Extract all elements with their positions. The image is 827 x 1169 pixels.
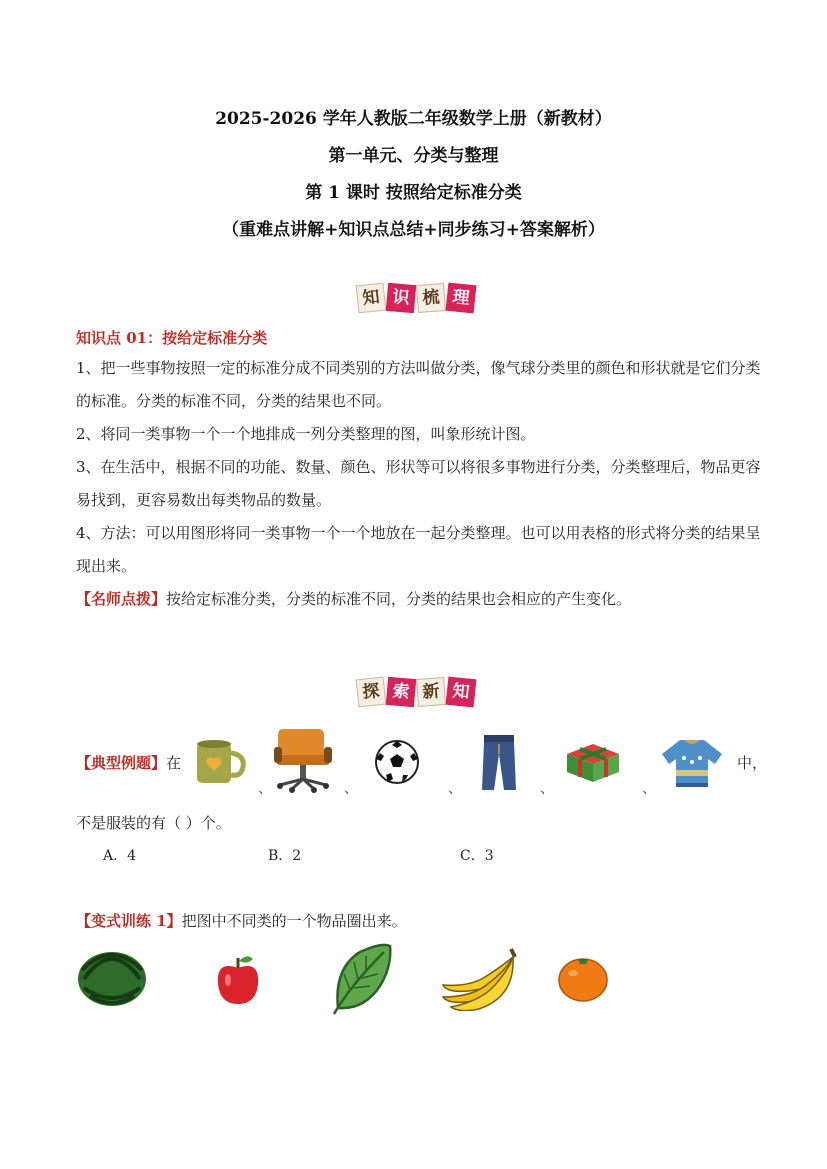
option-a: A．4 bbox=[103, 848, 137, 864]
doc-title: 2025-2026 学年人教版二年级数学上册（新教材） bbox=[215, 109, 612, 129]
badge-char: 知 bbox=[356, 283, 387, 314]
unit-title: 第一单元、分类与整理 bbox=[328, 146, 499, 166]
example-lead bbox=[76, 752, 181, 773]
subtitle: （重难点讲解+知识点总结+同步练习+答案解析） bbox=[222, 220, 605, 240]
separator: 、 bbox=[448, 781, 462, 797]
tip-text: 按给定标准分类，分类的标准不同，分类的结果也会相应的产生变化。 bbox=[166, 590, 632, 608]
leaf-icon bbox=[330, 942, 392, 1016]
watermelon-icon bbox=[76, 950, 148, 1008]
knowledge-point-1: 1、把一些事物按照一定的标准分成不同类别的方法叫做分类，像气球分类里的颜色和形状就是它们分类的标准。分类的标准不同，分类的结果也不同。 bbox=[76, 359, 761, 410]
jeans-icon bbox=[478, 733, 520, 793]
example-lead-text: 在 bbox=[166, 754, 182, 772]
separator: 、 bbox=[540, 781, 554, 797]
option-c: C．3 bbox=[460, 848, 494, 864]
separator: 、 bbox=[344, 781, 358, 797]
badge-char: 索 bbox=[386, 677, 416, 707]
knowledge-point-3: 3、在生活中，根据不同的功能、数量、颜色、形状等可以将很多事物进行分类，分类整理后，物品更容易找到，更容易数出每类物品的数量。 bbox=[76, 458, 761, 509]
gift-box-icon bbox=[563, 740, 623, 784]
badge-char: 新 bbox=[416, 677, 446, 707]
example-label: 【典型例题】 bbox=[76, 754, 167, 772]
exercise1-line bbox=[76, 910, 407, 931]
teacher-tip bbox=[76, 583, 766, 616]
example-question: 不是服装的有（ ）个。 bbox=[76, 814, 231, 832]
option-b: B．2 bbox=[268, 848, 302, 864]
badge-char: 知 bbox=[446, 677, 477, 708]
mug-icon bbox=[193, 737, 247, 787]
knowledge-point-4: 4、方法：可以用图形将同一类事物一个一个地放在一起分类整理。也可以用表格的形式将分类的结果呈现出来。 bbox=[76, 524, 761, 575]
lesson-title: 第 1 课时 按照给定标准分类 bbox=[305, 183, 522, 203]
tip-label: 【名师点拨】 bbox=[76, 590, 167, 608]
section-badge-knowledge bbox=[357, 284, 475, 312]
knowledge-point-2: 2、将同一类事物一个一个地排成一列分类整理的图，叫象形统计图。 bbox=[76, 425, 536, 443]
badge-char: 理 bbox=[446, 283, 477, 314]
apple-icon bbox=[213, 952, 263, 1006]
soccer-ball-icon bbox=[374, 739, 420, 785]
exercise1-text: 把图中不同类的一个物品圈出来。 bbox=[181, 912, 407, 930]
badge-char: 梳 bbox=[416, 283, 446, 313]
badge-char: 识 bbox=[386, 283, 416, 313]
sweater-icon bbox=[660, 736, 724, 790]
knowledge-heading: 知识点 01：按给定标准分类 bbox=[76, 329, 268, 347]
separator: 、 bbox=[642, 781, 656, 797]
badge-char: 探 bbox=[356, 677, 387, 708]
separator: 、 bbox=[258, 781, 272, 797]
example-tail: 中， bbox=[737, 754, 768, 772]
chair-icon bbox=[272, 725, 334, 793]
orange-icon bbox=[556, 953, 610, 1003]
section-badge-explore bbox=[357, 678, 475, 706]
banana-icon bbox=[441, 945, 521, 1011]
exercise1-label: 【变式训练 1】 bbox=[76, 912, 182, 930]
